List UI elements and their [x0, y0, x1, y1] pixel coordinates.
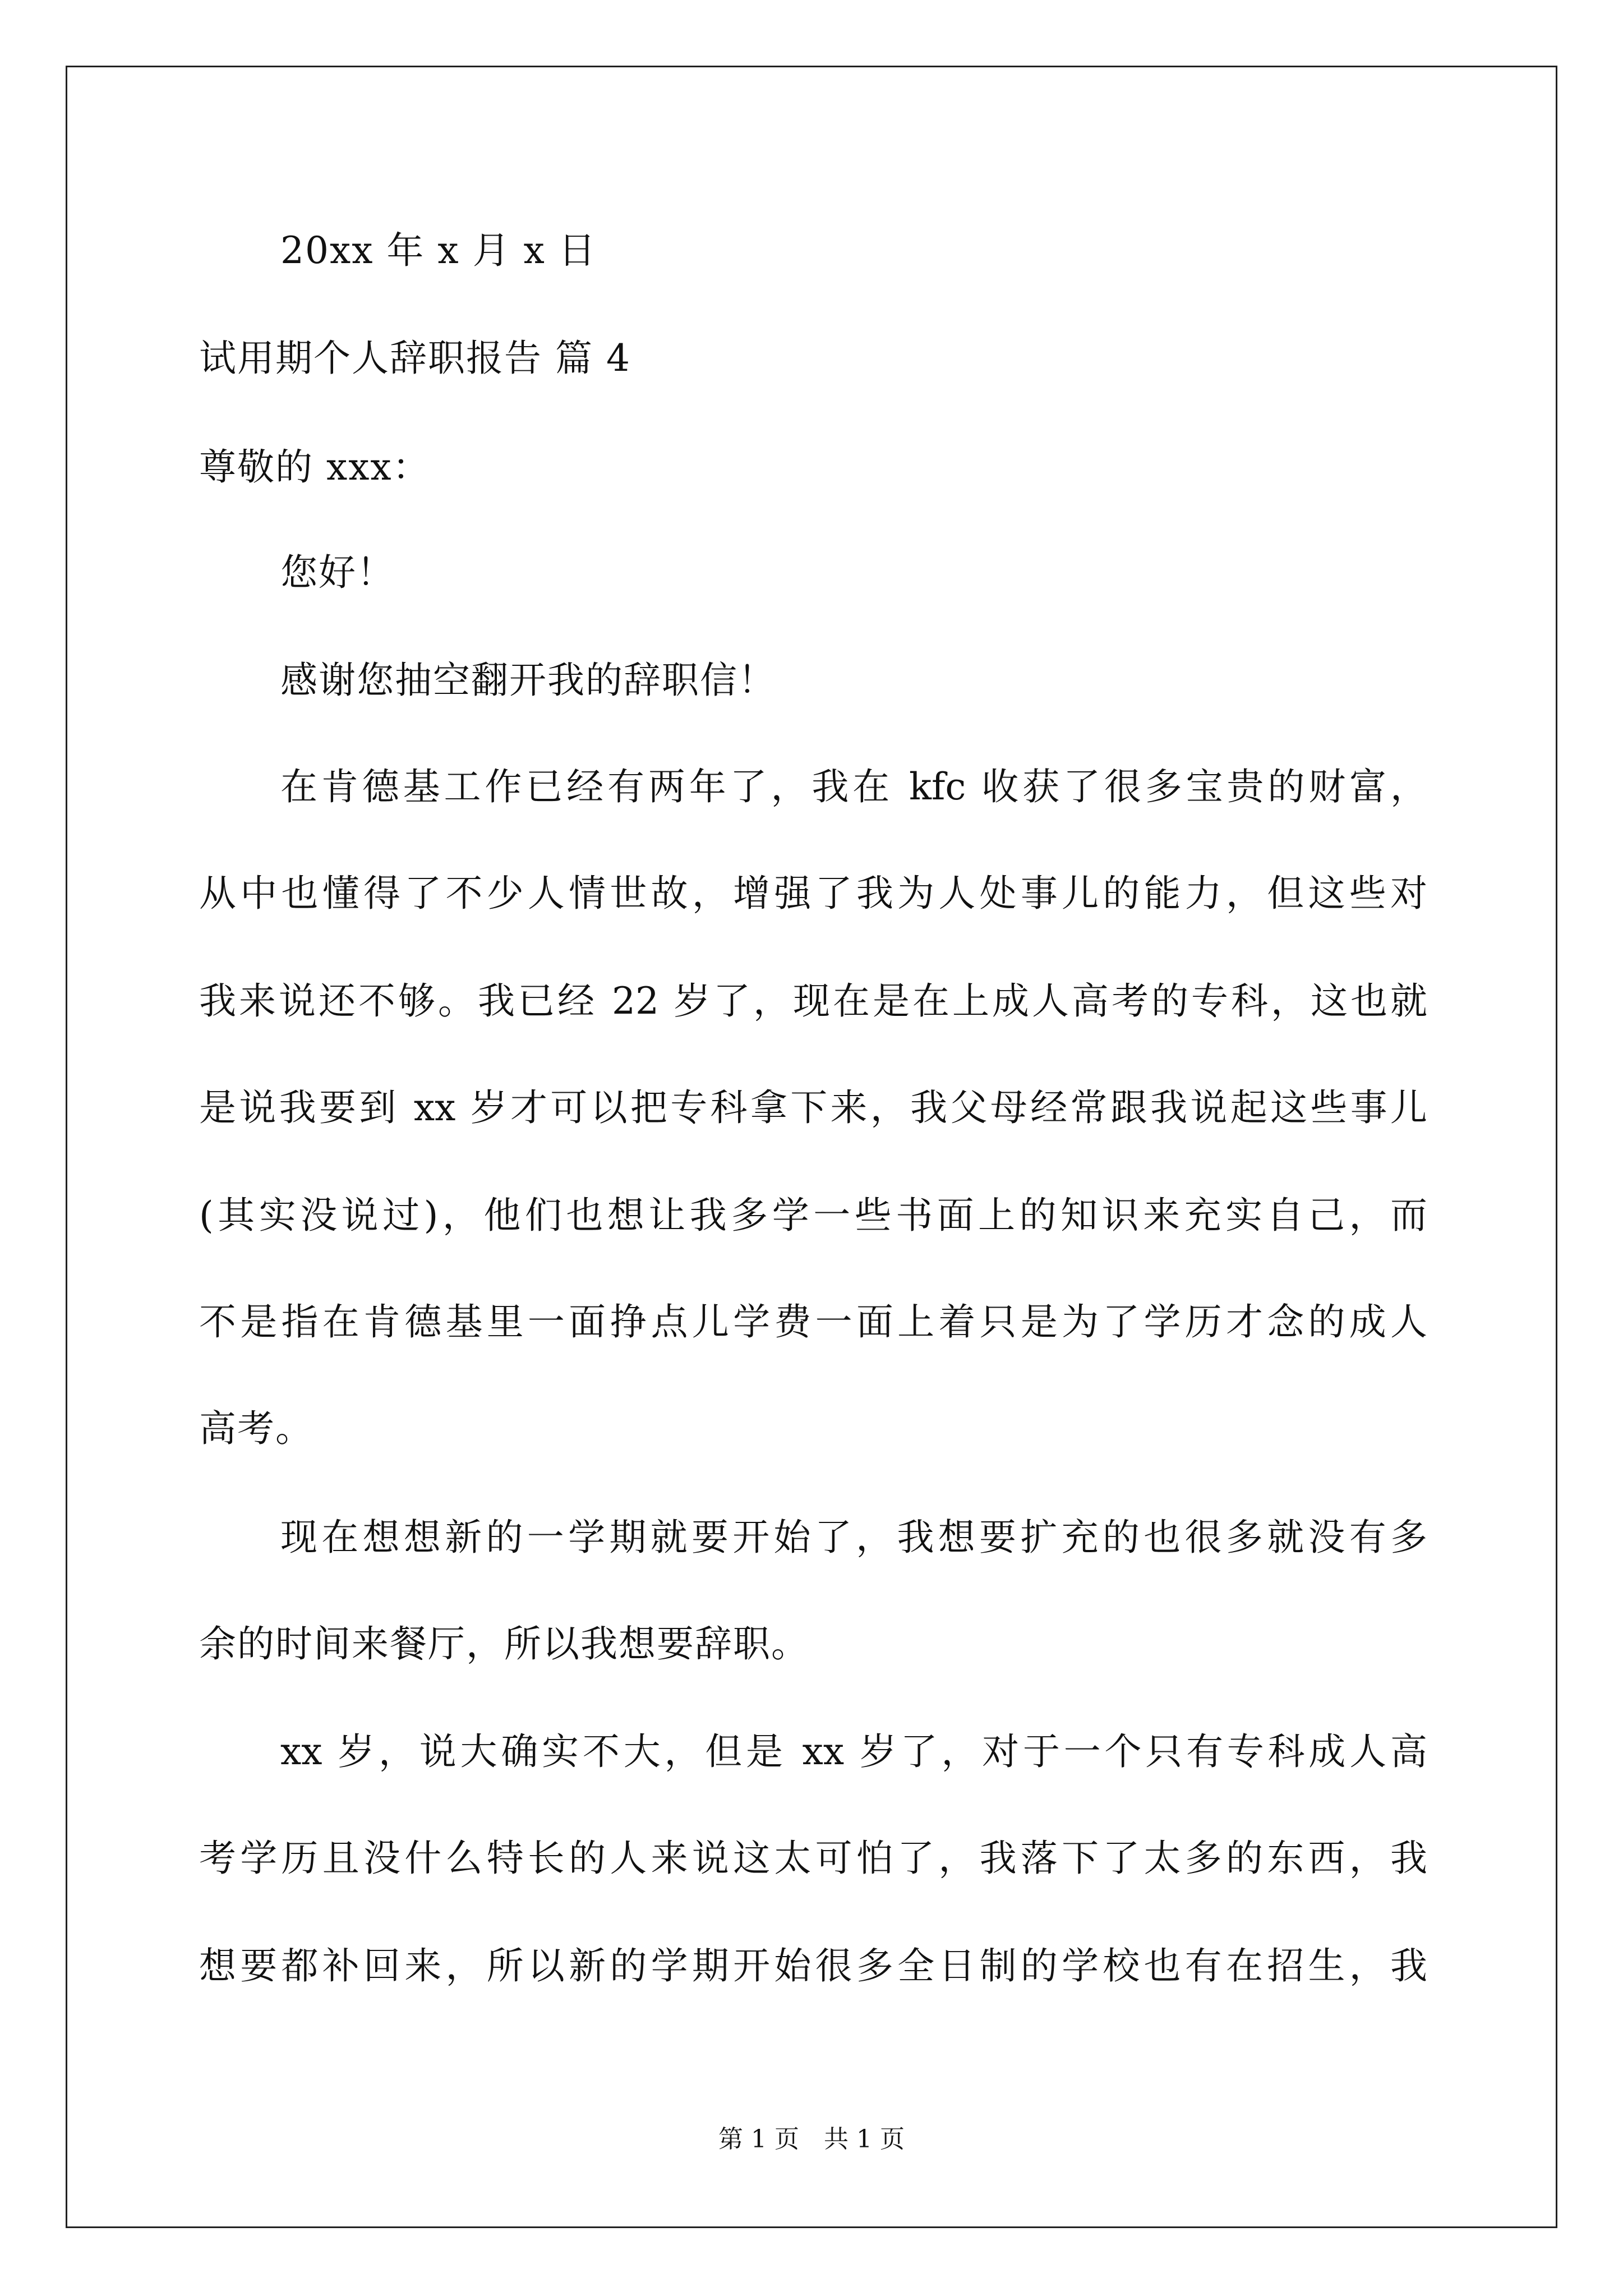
paragraph-2-line-2: 余的时间来餐厅，所以我想要辞职。	[199, 1622, 809, 1665]
page-border	[66, 66, 1557, 2228]
page-number-footer: 第 1 页 共 1 页	[718, 2125, 905, 2154]
paragraph-1-line-6: 不是指在肯德基里一面挣点儿学费一面上着只是为了学历才念的成人	[199, 1300, 1427, 1343]
paragraph-3-line-3: 想要都补回来，所以新的学期开始很多全日制的学校也有在招生，我	[199, 1944, 1427, 1987]
paragraph-1-line-4: 是说我要到 xx 岁才可以把专科拿下来，我父母经常跟我说起这些事儿	[199, 1086, 1427, 1129]
paragraph-1-line-2: 从中也懂得了不少人情世故，增强了我为人处事儿的能力，但这些对	[199, 872, 1427, 915]
thanks-line: 感谢您抽空翻开我的辞职信！	[280, 659, 776, 702]
paragraph-1-line-5: (其实没说过)，他们也想让我多学一些书面上的知识来充实自己，而	[199, 1194, 1427, 1237]
greeting: 您好！	[280, 551, 395, 594]
date-line: 20xx 年 x 月 x 日	[280, 229, 597, 272]
paragraph-2-line-1: 现在想想新的一学期就要开始了，我想要扩充的也很多就没有多	[280, 1516, 1427, 1559]
salutation: 尊敬的 xxx：	[199, 445, 431, 489]
paragraph-1-line-3: 我来说还不够。我已经 22 岁了，现在是在上成人高考的专科，这也就	[199, 979, 1427, 1023]
paragraph-3-line-2: 考学历且没什么特长的人来说这太可怕了，我落下了太多的东西，我	[199, 1837, 1427, 1880]
paragraph-1-line-1: 在肯德基工作已经有两年了，我在 kfc 收获了很多宝贵的财富，	[280, 765, 1427, 808]
paragraph-1-line-7: 高考。	[199, 1407, 313, 1450]
section-title: 试用期个人辞职报告 篇 4	[199, 337, 631, 380]
paragraph-3-line-1: xx 岁，说大确实不大，但是 xx 岁了，对于一个只有专科成人高	[280, 1730, 1427, 1773]
